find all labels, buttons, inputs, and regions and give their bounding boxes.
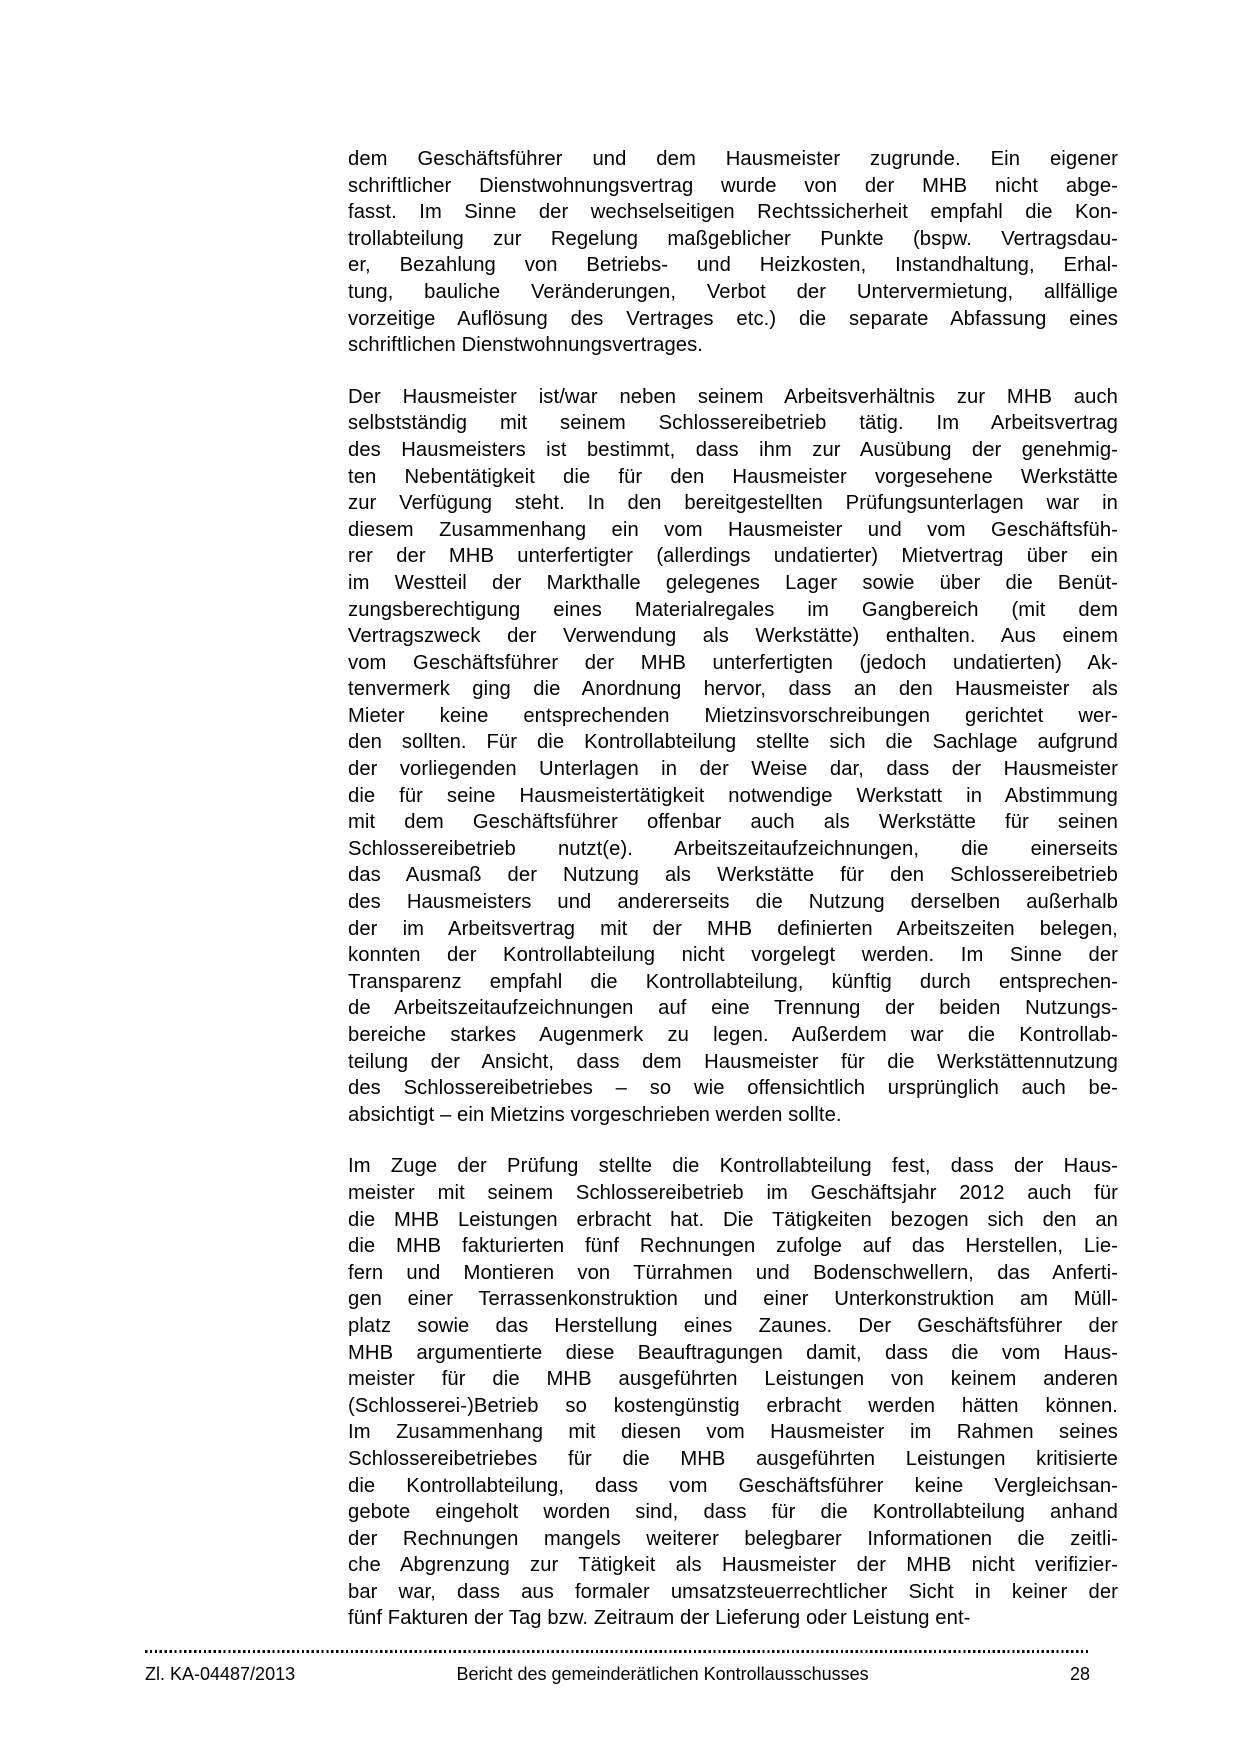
text-line: Der Hausmeister ist/war neben seinem Arbeitsverhältnis zur MHB auch — [348, 385, 1118, 408]
text-line: des Schlossereibetriebes – so wie offensichtlich ursprünglich auch be- — [348, 1077, 1118, 1100]
text-line: fasst. Im Sinne der wechselseitigen Rechtssicherheit empfahl die Kon- — [348, 201, 1118, 224]
text-line: die MHB Leistungen erbracht hat. Die Tätigkeiten bezogen sich den an — [348, 1208, 1118, 1231]
text-line: Schlossereibetriebes für die MHB ausgeführten Leistungen kritisierte — [348, 1447, 1118, 1470]
text-line: fünf Fakturen der Tag bzw. Zeitraum der Lieferung oder Leistung ent- — [348, 1607, 971, 1630]
text-line: die Kontrollabteilung, dass vom Geschäftsführer keine Vergleichsan- — [348, 1474, 1118, 1497]
text-line: teilung der Ansicht, dass dem Hausmeister für die Werkstättennutzung — [348, 1050, 1118, 1073]
text-line: mit dem Geschäftsführer offenbar auch als Werkstätte für seinen — [348, 811, 1118, 834]
text-line: das Ausmaß der Nutzung als Werkstätte für den Schlossereibetrieb — [348, 864, 1118, 887]
text-line: ten Nebentätigkeit die für den Hausmeister vorgesehene Werkstätte — [348, 465, 1118, 488]
text-line: gen einer Terrassenkonstruktion und einer Unterkonstruktion am Müll- — [348, 1288, 1118, 1311]
text-line: schriftlichen Dienstwohnungsvertrages. — [348, 334, 704, 357]
text-line: fern und Montieren von Türrahmen und Bodenschwellern, das Anferti- — [348, 1261, 1118, 1284]
text-line: schriftlicher Dienstwohnungsvertrag wurde von der MHB nicht abge- — [348, 174, 1118, 197]
text-line: diesem Zusammenhang ein vom Hausmeister und vom Geschäftsfüh- — [348, 518, 1118, 541]
text-line: den sollten. Für die Kontrollabteilung stellte sich die Sachlage aufgrund — [348, 731, 1118, 754]
text-line: dem Geschäftsführer und dem Hausmeister zugrunde. Ein eigener — [348, 148, 1118, 170]
text-line: die MHB fakturierten fünf Rechnungen zufolge auf das Herstellen, Lie- — [348, 1235, 1118, 1258]
text-line: Vertragszweck der Verwendung als Werkstätte) enthalten. Aus einem — [348, 625, 1118, 648]
text-line: tenvermerk ging die Anordnung hervor, dass an den Hausmeister als — [348, 678, 1118, 701]
text-line: bar war, dass aus formaler umsatzsteuerrechtlicher Sicht in keiner der — [348, 1580, 1118, 1603]
text-line: platz sowie das Herstellung eines Zaunes. Der Geschäftsführer der — [348, 1314, 1118, 1337]
text-line: meister mit seinem Schlossereibetrieb im Geschäftsjahr 2012 auch für — [348, 1181, 1118, 1204]
text-line: selbstständig mit seinem Schlossereibetrieb tätig. Im Arbeitsvertrag — [348, 412, 1118, 435]
text-line: der im Arbeitsvertrag mit der MHB definierten Arbeitszeiten belegen, — [348, 917, 1118, 940]
text-line: des Hausmeisters und andererseits die Nutzung derselben außerhalb — [348, 891, 1118, 914]
text-line: Im Zusammenhang mit diesen vom Hausmeister im Rahmen seines — [348, 1421, 1118, 1444]
text-line: rer der MHB unterfertigter (allerdings undatierter) Mietvertrag über ein — [348, 545, 1118, 568]
text-line: Transparenz empfahl die Kontrollabteilung, künftig durch entsprechen- — [348, 970, 1118, 993]
text-line: absichtigt – ein Mietzins vorgeschrieben werden sollte. — [348, 1103, 842, 1126]
text-line: che Abgrenzung zur Tätigkeit als Hausmeister der MHB nicht verifizier- — [348, 1554, 1118, 1577]
text-line: vom Geschäftsführer der MHB unterfertigten (jedoch undatierten) Ak- — [348, 651, 1118, 674]
paragraph — [348, 1153, 1118, 1632]
text-line: der vorliegenden Unterlagen in der Weise dar, dass der Hausmeister — [348, 758, 1118, 781]
text-line: Mieter keine entsprechenden Mietzinsvorschreibungen gerichtet wer- — [348, 704, 1118, 727]
text-line: gebote eingeholt worden sind, dass für die Kontrollabteilung anhand — [348, 1501, 1118, 1524]
text-line: de Arbeitszeitaufzeichnungen auf eine Trennung der beiden Nutzungs- — [348, 997, 1118, 1020]
footer-reference-number: Zl. KA-04487/2013 — [145, 1664, 296, 1684]
text-line: Schlossereibetrieb nutzt(e). Arbeitszeitaufzeichnungen, die einerseits — [348, 837, 1118, 860]
text-line: meister für die MHB ausgeführten Leistungen von keinem anderen — [348, 1368, 1118, 1391]
text-line: die für seine Hausmeistertätigkeit notwendige Werkstatt in Abstimmung — [348, 784, 1118, 807]
text-line: er, Bezahlung von Betriebs- und Heizkosten, Instandhaltung, Erhal- — [348, 254, 1118, 277]
footer-report-title: Bericht des gemeinderätlichen Kontrollausschusses — [456, 1664, 869, 1684]
text-line: (Schlosserei-)Betrieb so kostengünstig erbracht werden hätten können. — [348, 1394, 1118, 1417]
text-line: trollabteilung zur Regelung maßgeblicher Punkte (bspw. Vertragsdau- — [348, 227, 1118, 250]
document-body — [348, 146, 1118, 1632]
text-line: Im Zuge der Prüfung stellte die Kontrollabteilung fest, dass der Haus- — [348, 1155, 1118, 1178]
footer-dotted-divider — [145, 1650, 1090, 1653]
text-line: bereiche starkes Augenmerk zu legen. Außerdem war die Kontrollab- — [348, 1024, 1118, 1046]
text-line: im Westteil der Markthalle gelegenes Lager sowie über die Benüt- — [348, 571, 1118, 594]
text-line: zur Verfügung steht. In den bereitgestellten Prüfungsunterlagen war in — [348, 492, 1118, 515]
paragraph — [348, 146, 1118, 359]
text-line: tung, bauliche Veränderungen, Verbot der Untervermietung, allfällige — [348, 280, 1118, 303]
text-line: konnten der Kontrollabteilung nicht vorgelegt werden. Im Sinne der — [348, 944, 1118, 967]
text-line: des Hausmeisters ist bestimmt, dass ihm zur Ausübung der genehmig- — [348, 438, 1118, 461]
page-footer — [145, 1662, 1090, 1686]
text-line: zungsberechtigung eines Materialregales im Gangbereich (mit dem — [348, 598, 1118, 621]
text-line: MHB argumentierte diese Beauftragungen damit, dass die vom Haus- — [348, 1341, 1118, 1364]
text-line: der Rechnungen mangels weiterer belegbarer Informationen die zeitli- — [348, 1527, 1118, 1550]
footer-page-number: 28 — [1069, 1664, 1090, 1684]
paragraph — [348, 384, 1118, 1129]
text-line: vorzeitige Auflösung des Vertrages etc.) die separate Abfassung eines — [348, 307, 1118, 330]
